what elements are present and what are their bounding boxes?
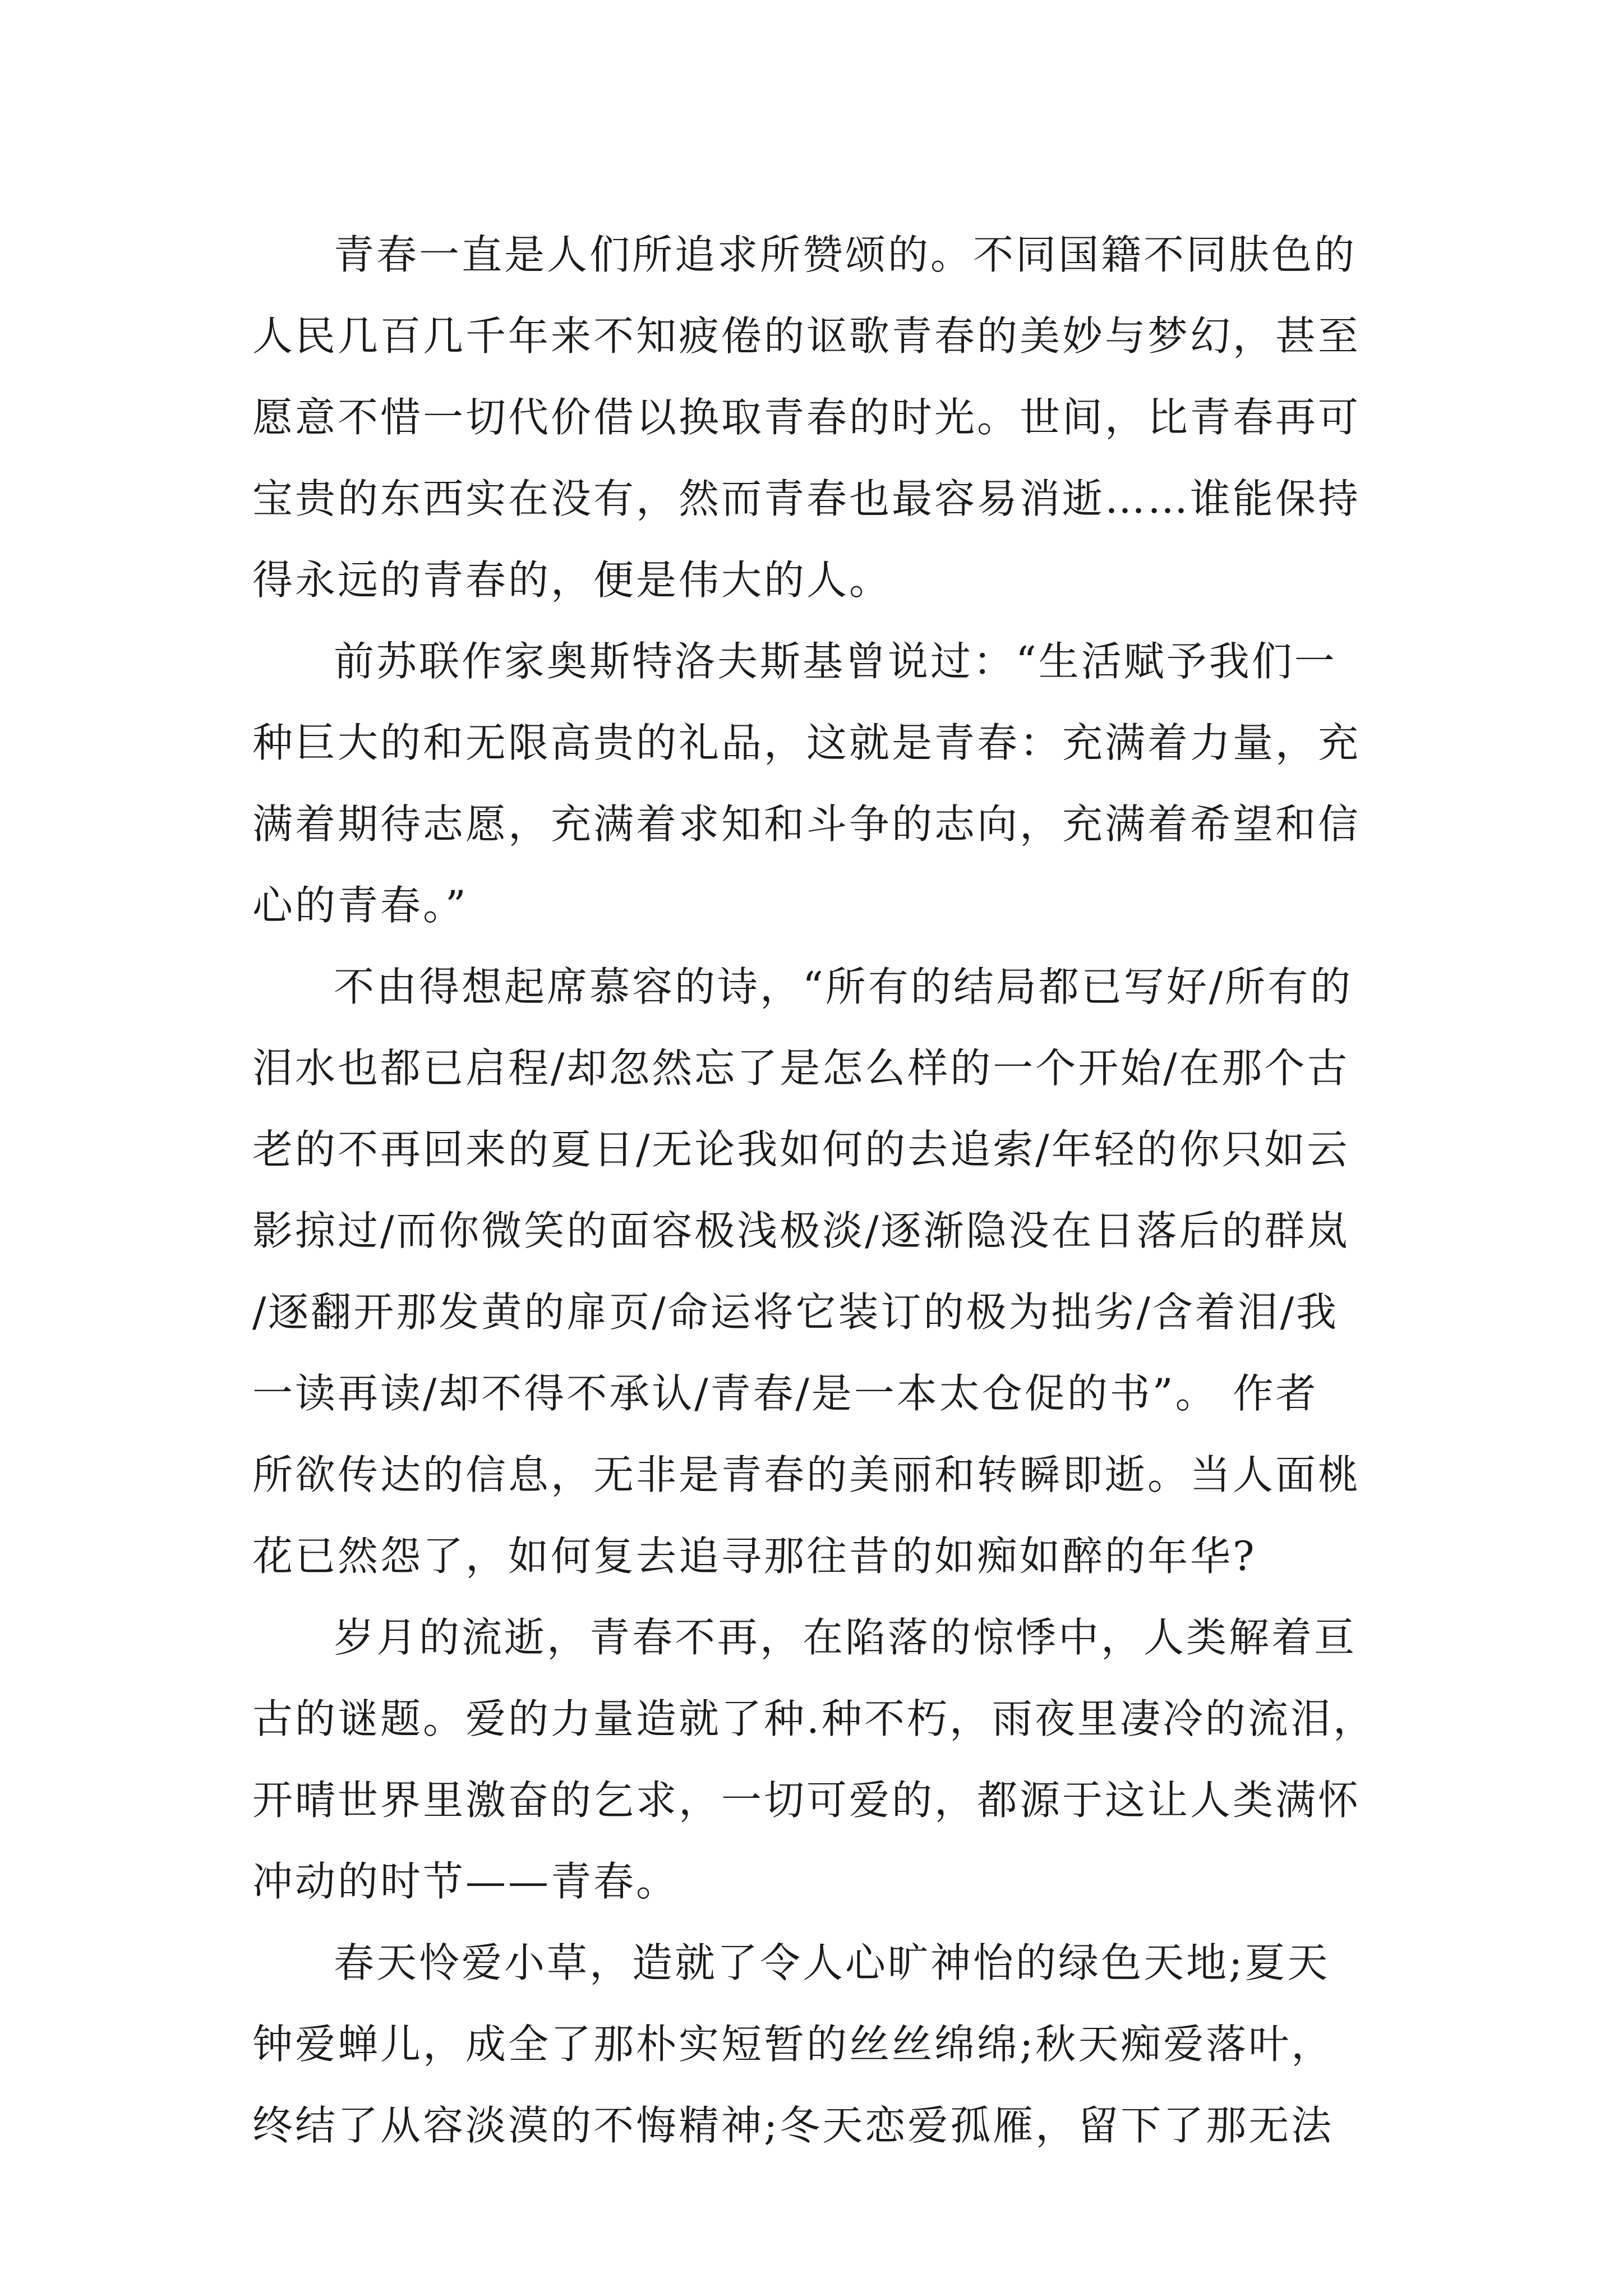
text-line: 愿意不惜一切代价借以换取青春的时光。世间，比青春再可: [252, 394, 1361, 441]
text-line: 老的不再回来的夏日/无论我如何的去追索/年轻的你只如云: [252, 1126, 1350, 1173]
text-line: 心的青春。”: [252, 882, 468, 929]
text-line: 春天怜爱小草，造就了令人心旷神怡的绿色天地;夏天: [334, 1939, 1330, 1986]
text-line: 钟爱蝉儿，成全了那朴实短暂的丝丝绵绵;秋天痴爱落叶，: [252, 2021, 1334, 2068]
text-line: 所欲传达的信息，无非是青春的美丽和转瞬即逝。当人面桃: [252, 1451, 1361, 1498]
text-line: 花已然怨了，如何复去追寻那往昔的如痴如醉的年华?: [252, 1533, 1257, 1580]
body-text: [252, 214, 1374, 2166]
text-line: 宝贵的东西实在没有，然而青春也最容易消逝……谁能保持: [252, 475, 1361, 522]
text-line: 古的谜题。爱的力量造就了种.种不朽，雨夜里凄冷的流泪，: [252, 1695, 1376, 1742]
text-line: 满着期待志愿，充满着求知和斗争的志向，充满着希望和信: [252, 800, 1361, 848]
text-line: 不由得想起席慕容的诗，“所有的结局都已写好/所有的: [334, 963, 1353, 1010]
text-line: 冲动的时节——青春。: [252, 1858, 679, 1905]
text-line: /逐翻开那发黄的扉页/命运将它装订的极为拙劣/含着泪/我: [252, 1289, 1339, 1336]
text-line: 得永远的青春的，便是伟大的人。: [252, 556, 892, 604]
text-line: 一读再读/却不得不承认/青春/是一本太仓促的书”。 作者: [252, 1370, 1318, 1417]
text-line: 影掠过/而你微笑的面容极浅极淡/逐渐隐没在日落后的群岚: [252, 1207, 1350, 1254]
text-line: 岁月的流逝，青春不再，在陷落的惊悸中，人类解着亘: [334, 1614, 1357, 1661]
text-line: 青春一直是人们所追求所赞颂的。不同国籍不同肤色的: [334, 231, 1357, 278]
text-line: 终结了从容淡漠的不悔精神;冬天恋爱孤雁，留下了那无法: [252, 2102, 1334, 2149]
text-line: 泪水也都已启程/却忽然忘了是怎么样的一个开始/在那个古: [252, 1045, 1350, 1092]
text-line: 开晴世界里激奋的乞求，一切可爱的，都源于这让人类满怀: [252, 1777, 1361, 1824]
text-line: 人民几百几千年来不知疲倦的讴歌青春的美妙与梦幻，甚至: [252, 312, 1361, 360]
text-line: 前苏联作家奥斯特洛夫斯基曾说过：“生活赋予我们一: [334, 638, 1337, 685]
text-line: 种巨大的和无限高贵的礼品，这就是青春：充满着力量，充: [252, 719, 1361, 766]
